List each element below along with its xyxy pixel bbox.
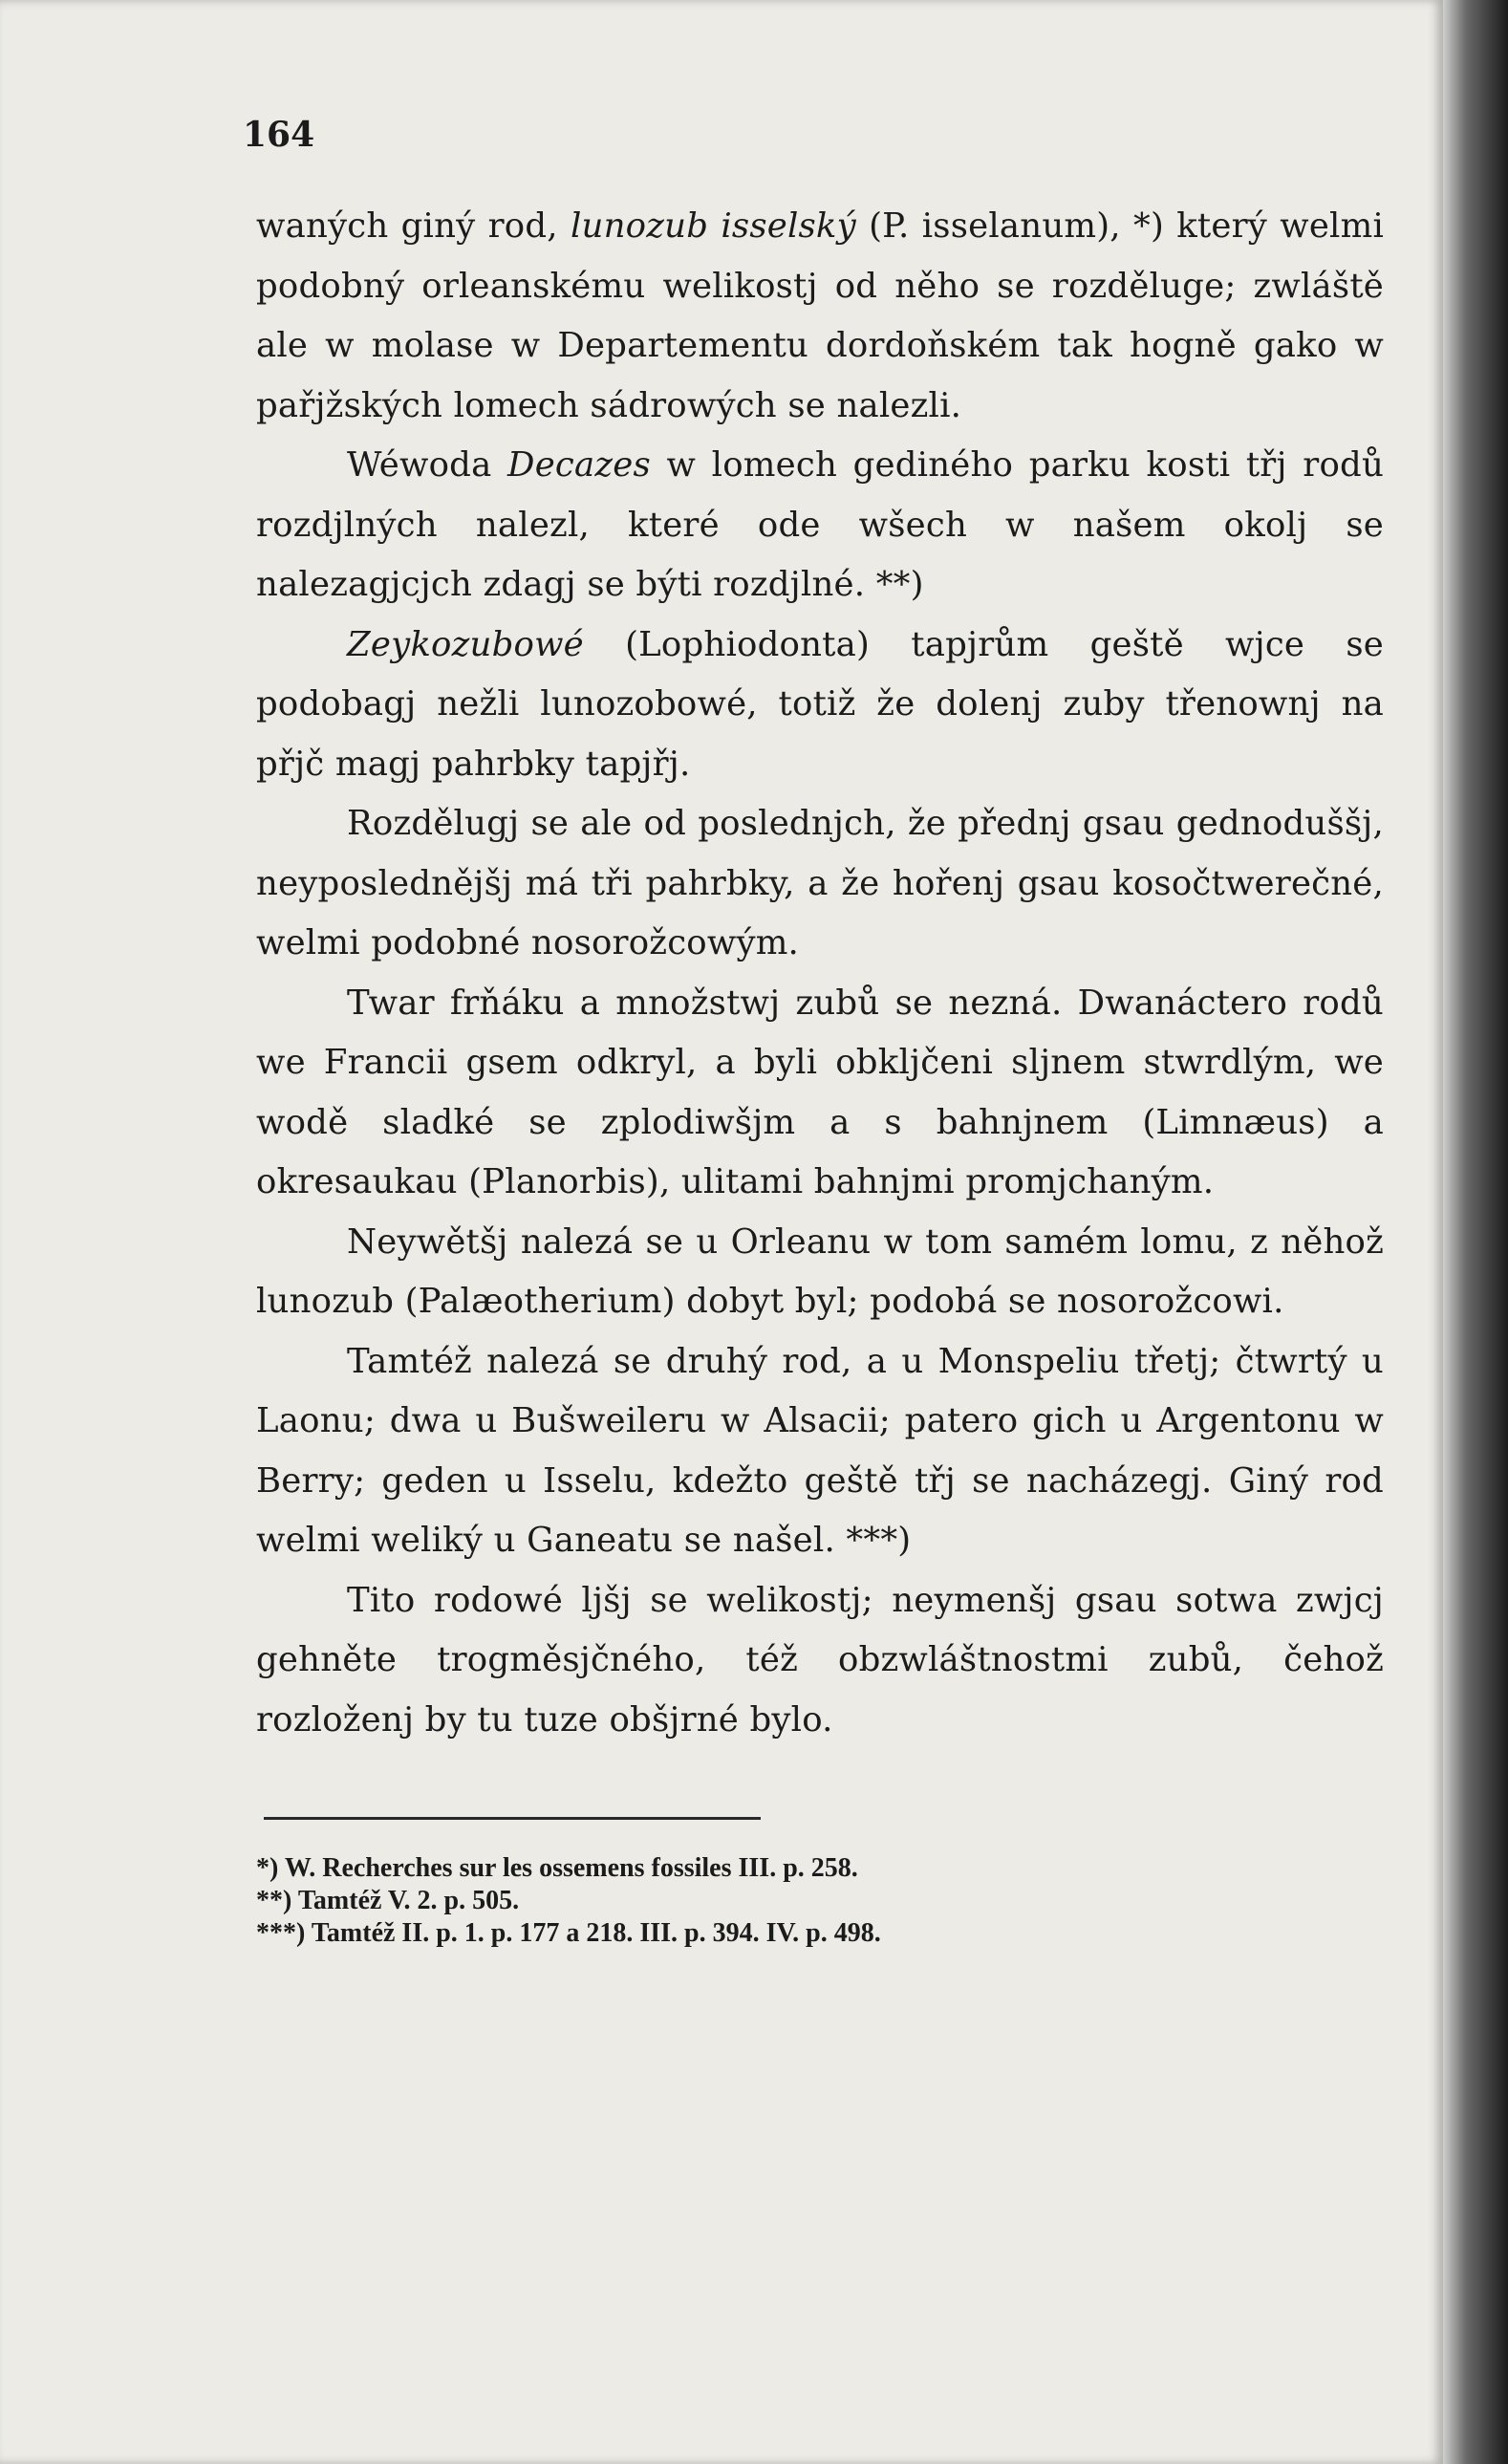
text-block bbox=[243, 115, 1385, 1950]
paragraph bbox=[256, 974, 1384, 1213]
footnotes bbox=[256, 1852, 1384, 1950]
italic-text: Zeykozubowé bbox=[347, 624, 584, 664]
paragraph-text: Wéwoda bbox=[347, 445, 508, 485]
paragraph-text: (P. isselanum), *) který welmi podobný orleanskému welikostj od něho se rozděluge; zwláště ale w molase w Departementu dordoňském tak hogně gako w pařjžských lomech sádrowých se nalezli. bbox=[256, 206, 1385, 425]
paragraph-text: w lomech gediného parku kosti třj rodů rozdjlných nalezl, které ode wšech w našem okolj se nalezagjcjch zdagj se býti rozdjlné. **) bbox=[256, 445, 1385, 604]
body-text bbox=[256, 197, 1384, 1750]
paragraph bbox=[256, 1213, 1384, 1332]
paragraph-text: Rozdělugj se ale od poslednjch, že přednj gsau gednoduššj, neyposlednějšj má tři pahrbky, a že hořenj gsau kosočtwerečné, welmi podobné nosorožcowým. bbox=[256, 804, 1384, 962]
paragraph bbox=[256, 436, 1384, 616]
footnote: **) Tamtéž V. 2. p. 505. bbox=[256, 1886, 520, 1915]
page-number: 164 bbox=[243, 115, 315, 155]
paragraph-text: Neywětšj nalezá se u Orleanu w tom samém lomu, z něhož lunozub (Palæotherium) dobyt byl; podobá se nosorožcowi. bbox=[256, 1221, 1384, 1321]
page-edge-shadow bbox=[1443, 0, 1508, 2464]
footnote: *) W. Recherches sur les ossemens fossiles III. p. 258. bbox=[256, 1853, 858, 1883]
footnote-divider bbox=[264, 1817, 761, 1820]
paragraph bbox=[256, 1332, 1384, 1571]
italic-text: lunozub isselský bbox=[571, 206, 856, 246]
italic-text: Decazes bbox=[507, 445, 651, 485]
paragraph-text: Twar frňáku a množstwj zubů se nezná. Dwanáctero rodů we Francii gsem odkryl, a byli obkljčeni sljnem stwrdlým, we wodě sladké se zplodiwšjm a s bahnjnem (Limnæus) a okresaukau (Planorbis), ulitami bahnjmi promjchaným. bbox=[256, 983, 1384, 1201]
paragraph bbox=[256, 794, 1384, 974]
paragraph-text: Tito rodowé ljšj se welikostj; neymenšj gsau sotwa zwjcj gehněte trogměsjčného, též obzwláštnostmi zubů, čehož rozloženj by tu tuze obšjrné bylo. bbox=[256, 1580, 1384, 1740]
paragraph-text: waných giný rod, bbox=[256, 206, 571, 246]
paragraph bbox=[256, 616, 1384, 795]
footnote: ***) Tamtéž II. p. 1. p. 177 a 218. III. p. 394. IV. p. 498. bbox=[256, 1918, 881, 1948]
paragraph-text: (Lophiodonta) tapjrům geště wjce se podobagj nežli lunozobowé, totiž že dolenj zuby třenownj na přjč magj pahrbky tapjřj. bbox=[256, 624, 1384, 784]
paragraph bbox=[256, 197, 1384, 436]
paragraph-text: Tamtéž nalezá se druhý rod, a u Monspeliu třetj; čtwrtý u Laonu; dwa u Bušweileru w Alsacii; patero gich u Argentonu w Berry; geden u Isselu, kdežto geště třj se nacházegj. Giný rod welmi weliký u Ganeatu se našel. ***) bbox=[256, 1341, 1384, 1560]
paragraph bbox=[256, 1571, 1384, 1751]
